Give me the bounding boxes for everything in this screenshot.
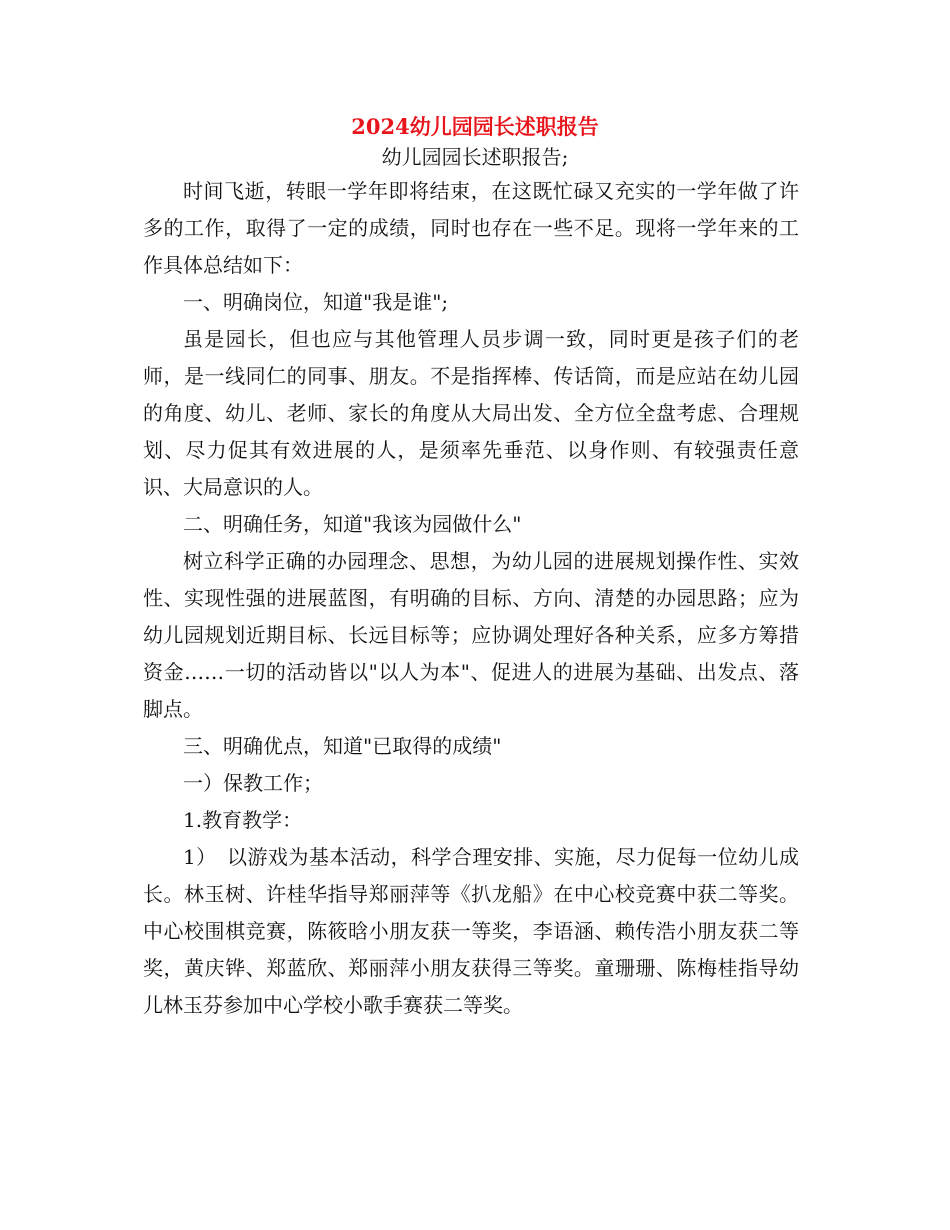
document-body [143, 173, 799, 1024]
subheading-teaching: 1.教育教学： [183, 808, 303, 832]
heading-section-1: 一、明确岗位，知道"我是谁"; [183, 290, 449, 314]
paragraph-teaching-item-1: 1） 以游戏为基本活动，科学合理安排、实施，尽力促每一位幼儿成长。林玉树、许桂华指导郑丽萍等《扒龙船》在中心校竞赛中获二等奖。中心校围棋竞赛，陈筱晗小朋友获一等奖，李语涵、赖传浩小朋友获二等奖，黄庆铧、郑蓝欣、郑丽萍小朋友获得三等奖。童珊珊、陈梅桂指导幼儿林玉芬参加中心学校小歌手赛获二等奖。 [143, 845, 799, 1017]
document-subtitle: 幼儿园园长述职报告; [381, 145, 569, 169]
paragraph-section-2: 树立科学正确的办园理念、思想，为幼儿园的进展规划操作性、实效性、实现性强的进展蓝图，有明确的目标、方向、清楚的办园思路；应为幼儿园规划近期目标、长远目标等；应协调处理好各种关系，应多方筹措资金……一切的活动皆以"以人为本"、促进人的进展为基础、出发点、落脚点。 [143, 549, 799, 721]
paragraph-intro: 时间飞逝，转眼一学年即将结束，在这既忙碌又充实的一学年做了许多的工作，取得了一定的成绩，同时也存在一些不足。现将一学年来的工作具体总结如下： [143, 179, 799, 277]
subheading-care-education: 一）保教工作； [183, 771, 323, 795]
document-title: 2024幼儿园园长述职报告 [351, 114, 599, 139]
paragraph-section-1: 虽是园长，但也应与其他管理人员步调一致，同时更是孩子们的老师，是一线同仁的同事、朋友。不是指挥棒、传话筒，而是应站在幼儿园的角度、幼儿、老师、家长的角度从大局出发、全方位全盘考虑、合理规划、尽力促其有效进展的人，是须率先垂范、以身作则、有较强责任意识、大局意识的人。 [143, 327, 799, 499]
heading-section-3: 三、明确优点，知道"已取得的成绩" [183, 734, 502, 758]
heading-section-2: 二、明确任务，知道"我该为园做什么" [183, 512, 522, 536]
